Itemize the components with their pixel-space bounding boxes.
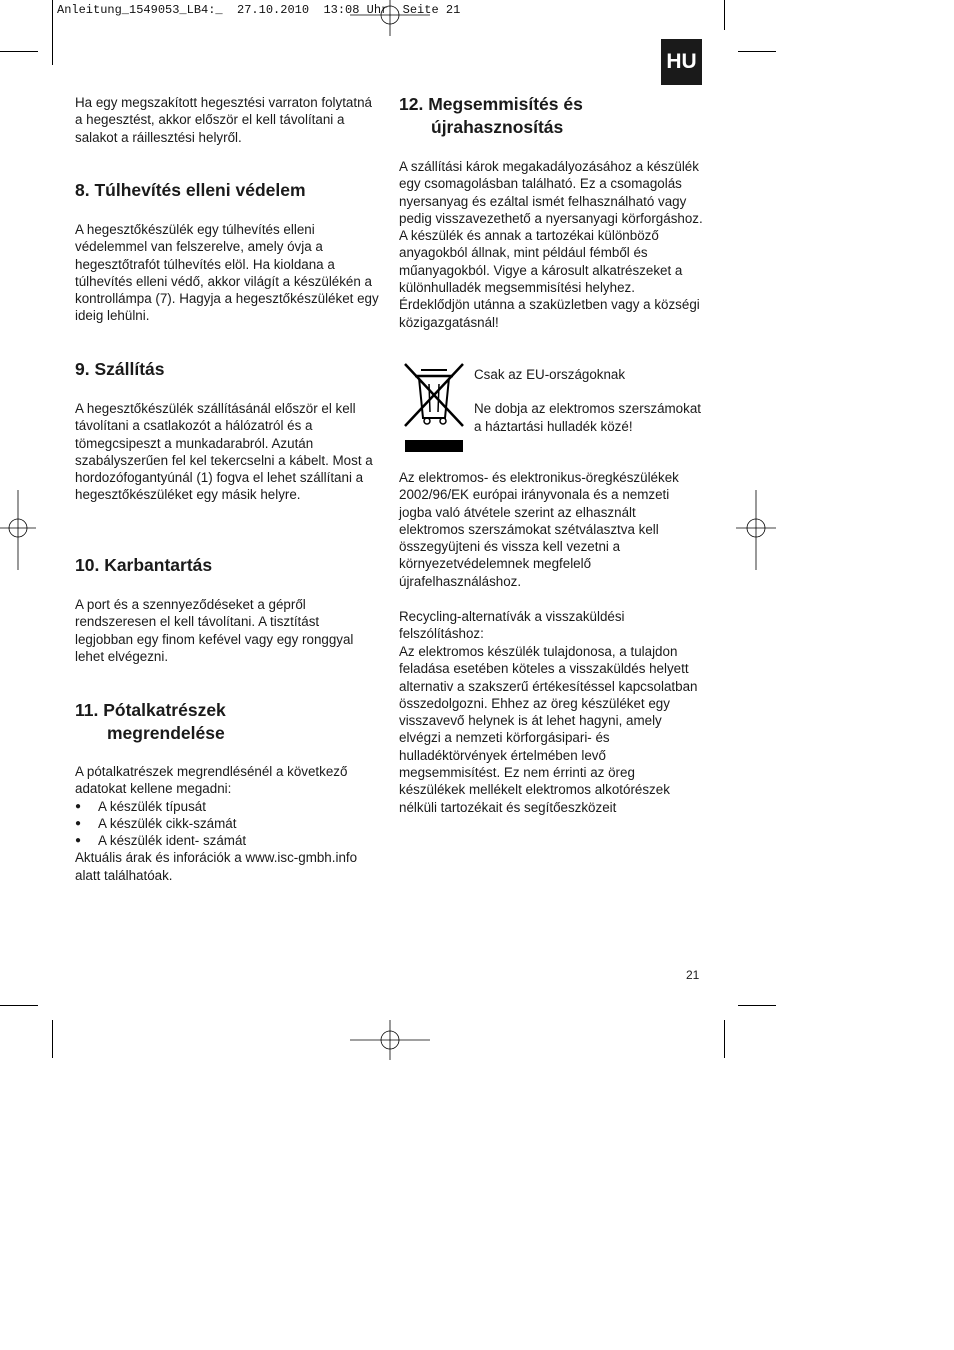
section-11-body: [75, 763, 385, 884]
section-12-heading-line1: 12. Megsemmisítés és: [399, 94, 583, 114]
intro-paragraph: Ha egy megszakított hegesztési varraton folytatná a hegesztést, akkor először el kell távolítani a salakot a ráillesztési helyről.: [75, 95, 372, 145]
recycling-body: Az elektromos készülék tulajdonosa, a tulajdon feladása esetében köteles a visszaküldés helyett alternativ a szakszerű értékesítéssel kapcsolatban összedolgozni. Ehhez az öreg készüléket egy visszavevő helynek is át lehet hagyni, amely elvégzi a nemzeti körforgásipari- és hulladéktörvények értelmében levő megsemmisítést. Ez nem érrinti az öreg készülékek mellékelt elektromos alkotórészek nélküli tartozékait és segítőeszközeit: [399, 644, 698, 815]
section-11-outro: Aktuális árak és inforációk a www.isc-gmbh.info alatt találhatóak.: [75, 850, 358, 883]
section-11-intro: A pótalkatrészek megrendlésénél a következő adatokat kellene megadni:: [75, 764, 348, 797]
section-12-heading-line2: újrahasznosítás: [431, 117, 564, 137]
section-9-body: A hegesztőkészülék szállításánál először el kell távolítani a csatlakozót a hálózatról és a tömegcsipeszt a munkadarabról. Azután szabályszerűen fel kel tekercselni a kábelt. Most a hordozófogantyúnál (1) fogva el lehet szállítani a hegesztőkészüléket egy másik helyre.: [75, 401, 373, 503]
section-8-body: A hegesztőkészülék egy túlhevítés elleni védelemmel van felszerelve, amely óvja a hegesztőtrafót túlhevítés elöl. Ha kioldana a túlhevítés elleni védő, akkor világít a készülékén a kontrollámpa (7). Hagyja a hegesztőkészüléket egy ideig lehülni.: [75, 222, 379, 324]
weee-eu-only: Csak az EU-országoknak: [474, 367, 626, 382]
weee-directive-paragraph: Az elektromos- és elektronikus-öregkészülékek 2002/96/EK európai irányvonala és a nemzeti jogba való átvétele szerint az elhasznált elektromos szerszámokat szétválasztva kell összegyüjteni és vissza kell vezetni a környezetvédelemnek megfelelő újrafelhasználáshoz.: [399, 470, 679, 589]
list-item: ● A készülék típusát: [75, 798, 385, 815]
registration-mark-left-icon: [0, 490, 36, 570]
registration-mark-top-icon: [350, 0, 430, 36]
registration-mark-right-icon: [736, 490, 776, 570]
section-9-heading: 9. Szállítás: [75, 359, 165, 379]
print-slug-line: Anleitung_1549053_LB4:_ 27.10.2010 13:08 Uhr Seite 21: [57, 3, 461, 17]
section-11-heading-line1: 11. Pótalkatrészek: [75, 700, 226, 720]
section-12-body: A szállítási károk megakadályozásához a készülék egy csomagolásban található. Ez a csomagolás nyersanyag és ezáltal ismét felhasználható vagy pedig visszavezethető a nyersanyagi körforgáshoz. A készülék és annak a tartozékai különböző anyagokból állnak, mint például fémből és műanyagokból. Vigye a károsult alkatrészeket a különhulladék megsemmisítési helyhez. Érdeklődjön utánna a szaküzletben vagy a községi közigazgatásnál!: [399, 159, 703, 330]
weee-notice: [399, 360, 709, 460]
registration-mark-bottom-icon: [350, 1020, 430, 1060]
page-number: 21: [686, 968, 700, 982]
section-11-heading: [75, 699, 379, 745]
list-item: ● A készülék ident- számát: [75, 832, 385, 849]
recycling-title: Recycling-alternatívák a visszaküldési felszólításhoz:: [399, 609, 625, 642]
section-11-heading-line2: megrendelése: [107, 723, 225, 743]
language-badge: HU: [661, 39, 702, 85]
crossed-out-wheelie-bin-icon: [401, 360, 467, 456]
weee-warning: Ne dobja az elektromos szerszámokat a háztartási hulladék közé!: [474, 401, 701, 434]
section-8-heading: 8. Túlhevítés elleni védelem: [75, 180, 306, 200]
weee-text: [474, 366, 709, 435]
section-10-heading: 10. Karbantartás: [75, 555, 213, 575]
section-12-heading: [399, 93, 703, 139]
parts-order-list: [75, 798, 385, 850]
section-10-body: A port és a szennyeződéseket a gépről rendszeresen el kell távolítani. A tisztítást legjobban egy finom kefével vagy egy ronggyal lehet elvégezni.: [75, 597, 354, 664]
list-item: ● A készülék cikk-számát: [75, 815, 385, 832]
